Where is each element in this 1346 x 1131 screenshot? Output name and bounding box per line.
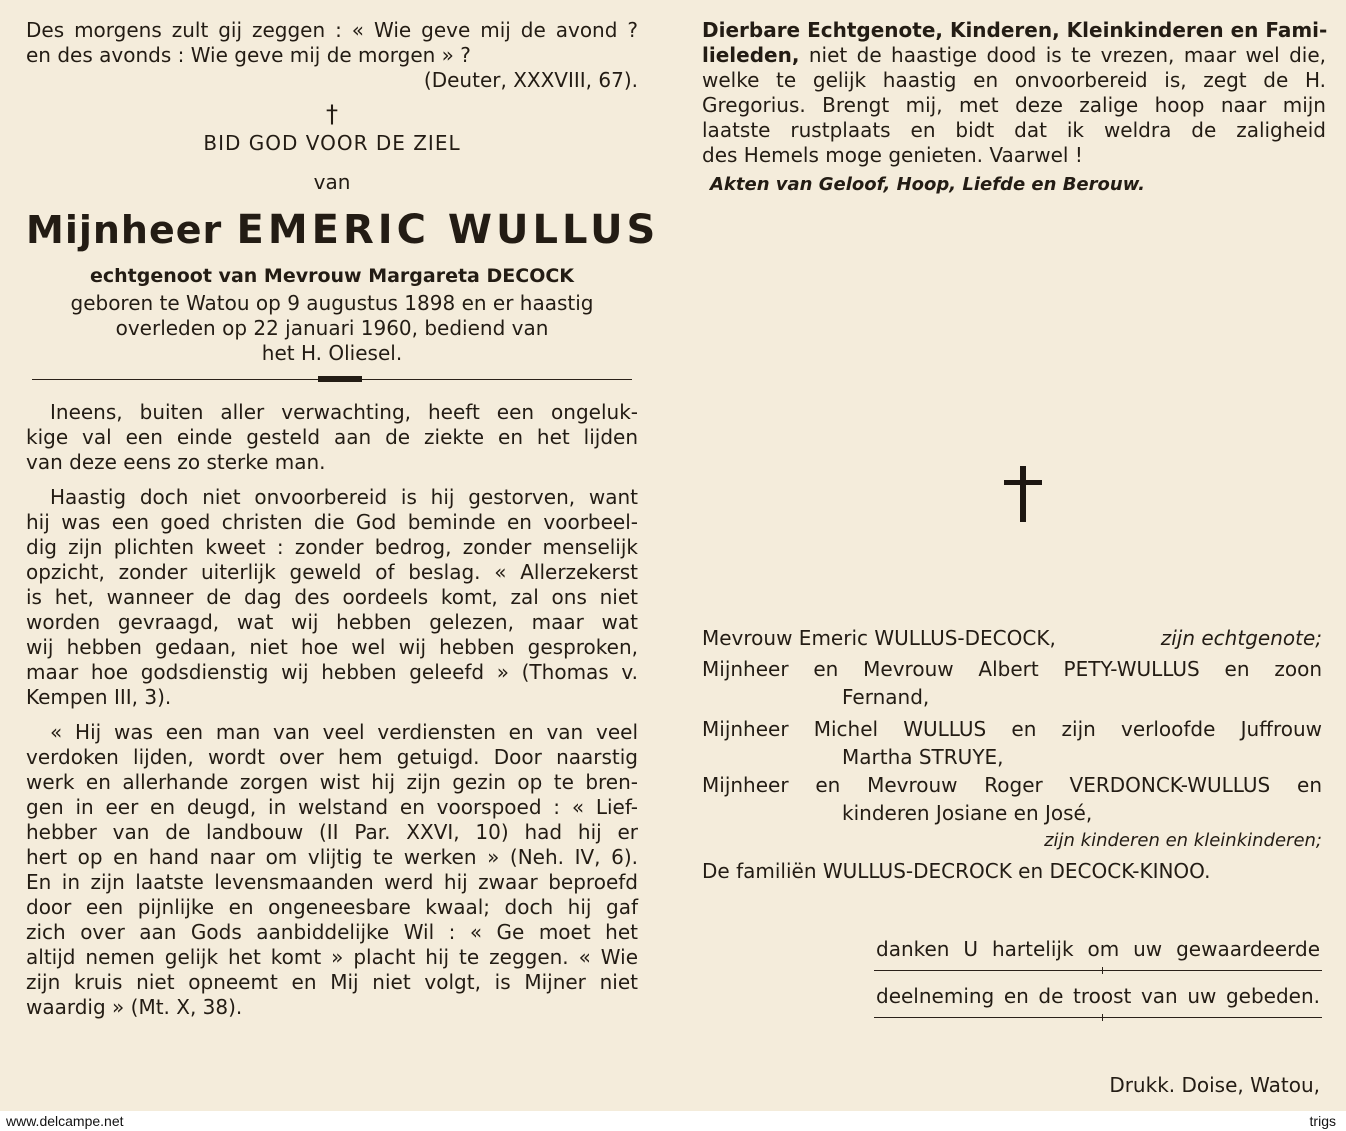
farewell-line: welke te gelijk haastig en onvoorbereid is, zegt de H. xyxy=(702,68,1326,92)
title-name: EMERIC WULLUS xyxy=(236,207,660,253)
family-role-row xyxy=(702,827,1322,855)
family-spouse-name: Mevrouw Emeric WULLUS-DECOCK, xyxy=(702,626,1056,650)
p3-line: door een pijnlijke en ongeneesbare kwaal; doch hij gaf xyxy=(26,895,638,919)
family-row-spouse xyxy=(702,624,1322,652)
farewell-heading: Dierbare Echtgenote, Kinderen, Kleinkinderen en Fami- xyxy=(702,18,1328,42)
p3-line: hert op en hand naar om vlijtig te werken » (Neh. IV, 6). xyxy=(26,845,638,869)
thanks-rule xyxy=(874,970,1322,971)
birth-line-2: overleden op 22 januari 1960, bediend van xyxy=(115,316,549,340)
family-row xyxy=(702,683,1322,711)
acts-line: Akten van Geloof, Hoop, Liefde en Berouw. xyxy=(710,174,1146,195)
thanks-line-1: danken U hartelijk om uw gewaardeerde xyxy=(876,937,1320,961)
quote-line-2: en des avonds : Wie geve mij de morgen » ? xyxy=(26,43,471,67)
title-prefix: Mijnheer xyxy=(26,208,223,252)
farewell-heading-cont: lieleden, xyxy=(702,43,800,67)
p3-line: En in zijn laatste levensmaanden werd hij zwaar beproefd xyxy=(26,870,638,894)
family-list xyxy=(702,624,1322,885)
p3-last-line: waardig » (Mt. X, 38). xyxy=(26,995,243,1019)
family-row xyxy=(702,743,1322,771)
family-line: Fernand, xyxy=(842,685,930,709)
p2-line: dig zijn plichten kweet : zonder bedrog, zonder menselijk xyxy=(26,535,638,559)
separator xyxy=(32,372,632,388)
quote-reference: (Deuter, XXXVIII, 67). xyxy=(423,68,638,92)
family-row xyxy=(702,857,1322,885)
p2-last-line: Kempen III, 3). xyxy=(26,685,172,709)
deceased-name xyxy=(26,205,660,255)
thanks-line-2: deelneming en de troost van uw gebeden. xyxy=(876,984,1320,1008)
p3-line: verdoken lijden, wordt over hem getuigd. Door naarstig xyxy=(26,745,638,769)
right-column xyxy=(702,18,1326,197)
prayer-heading: BID GOD VOOR DE ZIEL xyxy=(203,131,461,155)
thanks-block xyxy=(874,936,1322,1030)
large-cross-icon xyxy=(998,464,1048,524)
family-line: Martha STRUYE, xyxy=(842,745,1004,769)
family-row xyxy=(702,771,1322,799)
p1-line: kige val een einde gesteld aan de ziekte en het lijden xyxy=(26,425,638,449)
printer-credit: Drukk. Doise, Watou, xyxy=(1109,1073,1320,1097)
p2-line: worden gevraagd, wat wij hebben gelezen, maar wat xyxy=(26,610,638,634)
p2-line: Haastig doch niet onvoorbereid is hij gestorven, want xyxy=(50,485,638,509)
site-link[interactable]: www.delcampe.net xyxy=(6,1113,124,1129)
family-line: De familiën WULLUS-DECROCK en DECOCK-KINOO. xyxy=(702,859,1211,883)
farewell-line: Gregorius. Brengt mij, met deze zalige hoop naar mijn xyxy=(702,93,1326,117)
left-column xyxy=(26,18,660,1020)
seller-name: trigs xyxy=(1309,1113,1336,1129)
family-row xyxy=(702,655,1322,683)
p2-line: maar hoe godsdienstig wij hebben geleefd » (Thomas v. xyxy=(26,660,638,684)
p3-line: altijd nemen gelijk het komt » placht hij te zeggen. « Wie xyxy=(26,945,638,969)
thanks-rule xyxy=(874,1017,1322,1018)
family-row xyxy=(702,799,1322,827)
p3-line: zijn kruis niet opneemt en Mij niet volgt, is Mijner niet xyxy=(26,970,638,994)
birth-line-1: geboren te Watou op 9 augustus 1898 en er haastig xyxy=(70,291,594,315)
p1-last-line: van deze eens zo sterke man. xyxy=(26,450,326,474)
paragraph-3 xyxy=(26,720,638,1020)
watermark-footer xyxy=(0,1111,1346,1131)
farewell-line-1 xyxy=(702,43,1326,68)
farewell-line-1-rest: niet de haastige dood is te vrezen, maar wel die, xyxy=(799,43,1326,67)
p3-line: zich over aan Gods aanbiddelijke Wil : « Ge moet het xyxy=(26,920,638,944)
p3-line: werk en allerhande zorgen wist hij zijn gezin op te bren- xyxy=(26,770,638,794)
spouse-line: echtgenoot van Mevrouw Margareta DECOCK xyxy=(89,265,575,287)
p2-line: hij was een goed christen die God beminde en voorbeel- xyxy=(26,510,638,534)
small-cross-icon: † xyxy=(326,100,338,128)
family-line: Mijnheer Michel WULLUS en zijn verloofde Juffrouw xyxy=(702,717,1322,741)
p2-line: is het, wanneer de dag des oordeels komt, zal ons niet xyxy=(26,585,638,609)
farewell-last-line: des Hemels moge genieten. Vaarwel ! xyxy=(702,143,1083,167)
family-spouse-role: zijn echtgenote; xyxy=(1160,626,1322,650)
p2-line: opzicht, zonder uiterlijk geweld of beslag. « Allerzekerst xyxy=(26,560,638,584)
van-label: van xyxy=(313,170,351,194)
family-line: Mijnheer en Mevrouw Roger VERDONCK-WULLUS en xyxy=(702,773,1322,797)
paragraph-2 xyxy=(26,485,638,710)
family-row xyxy=(702,715,1322,743)
family-line: Mijnheer en Mevrouw Albert PETY-WULLUS en zoon xyxy=(702,657,1322,681)
family-children-role: zijn kinderen en kleinkinderen; xyxy=(1044,830,1322,851)
p3-line: hebber van de landbouw (II Par. XXVI, 10) had hij er xyxy=(26,820,638,844)
p3-line: « Hij was een man van veel verdiensten en van veel xyxy=(50,720,638,744)
paragraph-1 xyxy=(26,400,638,475)
birth-line-3: het H. Oliesel. xyxy=(261,341,403,365)
p2-line: wij hebben gedaan, niet hoe wel wij hebben gesproken, xyxy=(26,635,638,659)
farewell-line: laatste rustplaats en bidt dat ik weldra de zaligheid xyxy=(702,118,1326,142)
quote-line-1: Des morgens zult gij zeggen : « Wie geve mij de avond ? xyxy=(26,18,638,42)
p1-line: Ineens, buiten aller verwachting, heeft een ongeluk- xyxy=(50,400,638,424)
family-line: kinderen Josiane en José, xyxy=(842,801,1093,825)
p3-line: gen in eer en deugd, in welstand en voorspoed : « Lief- xyxy=(26,795,638,819)
